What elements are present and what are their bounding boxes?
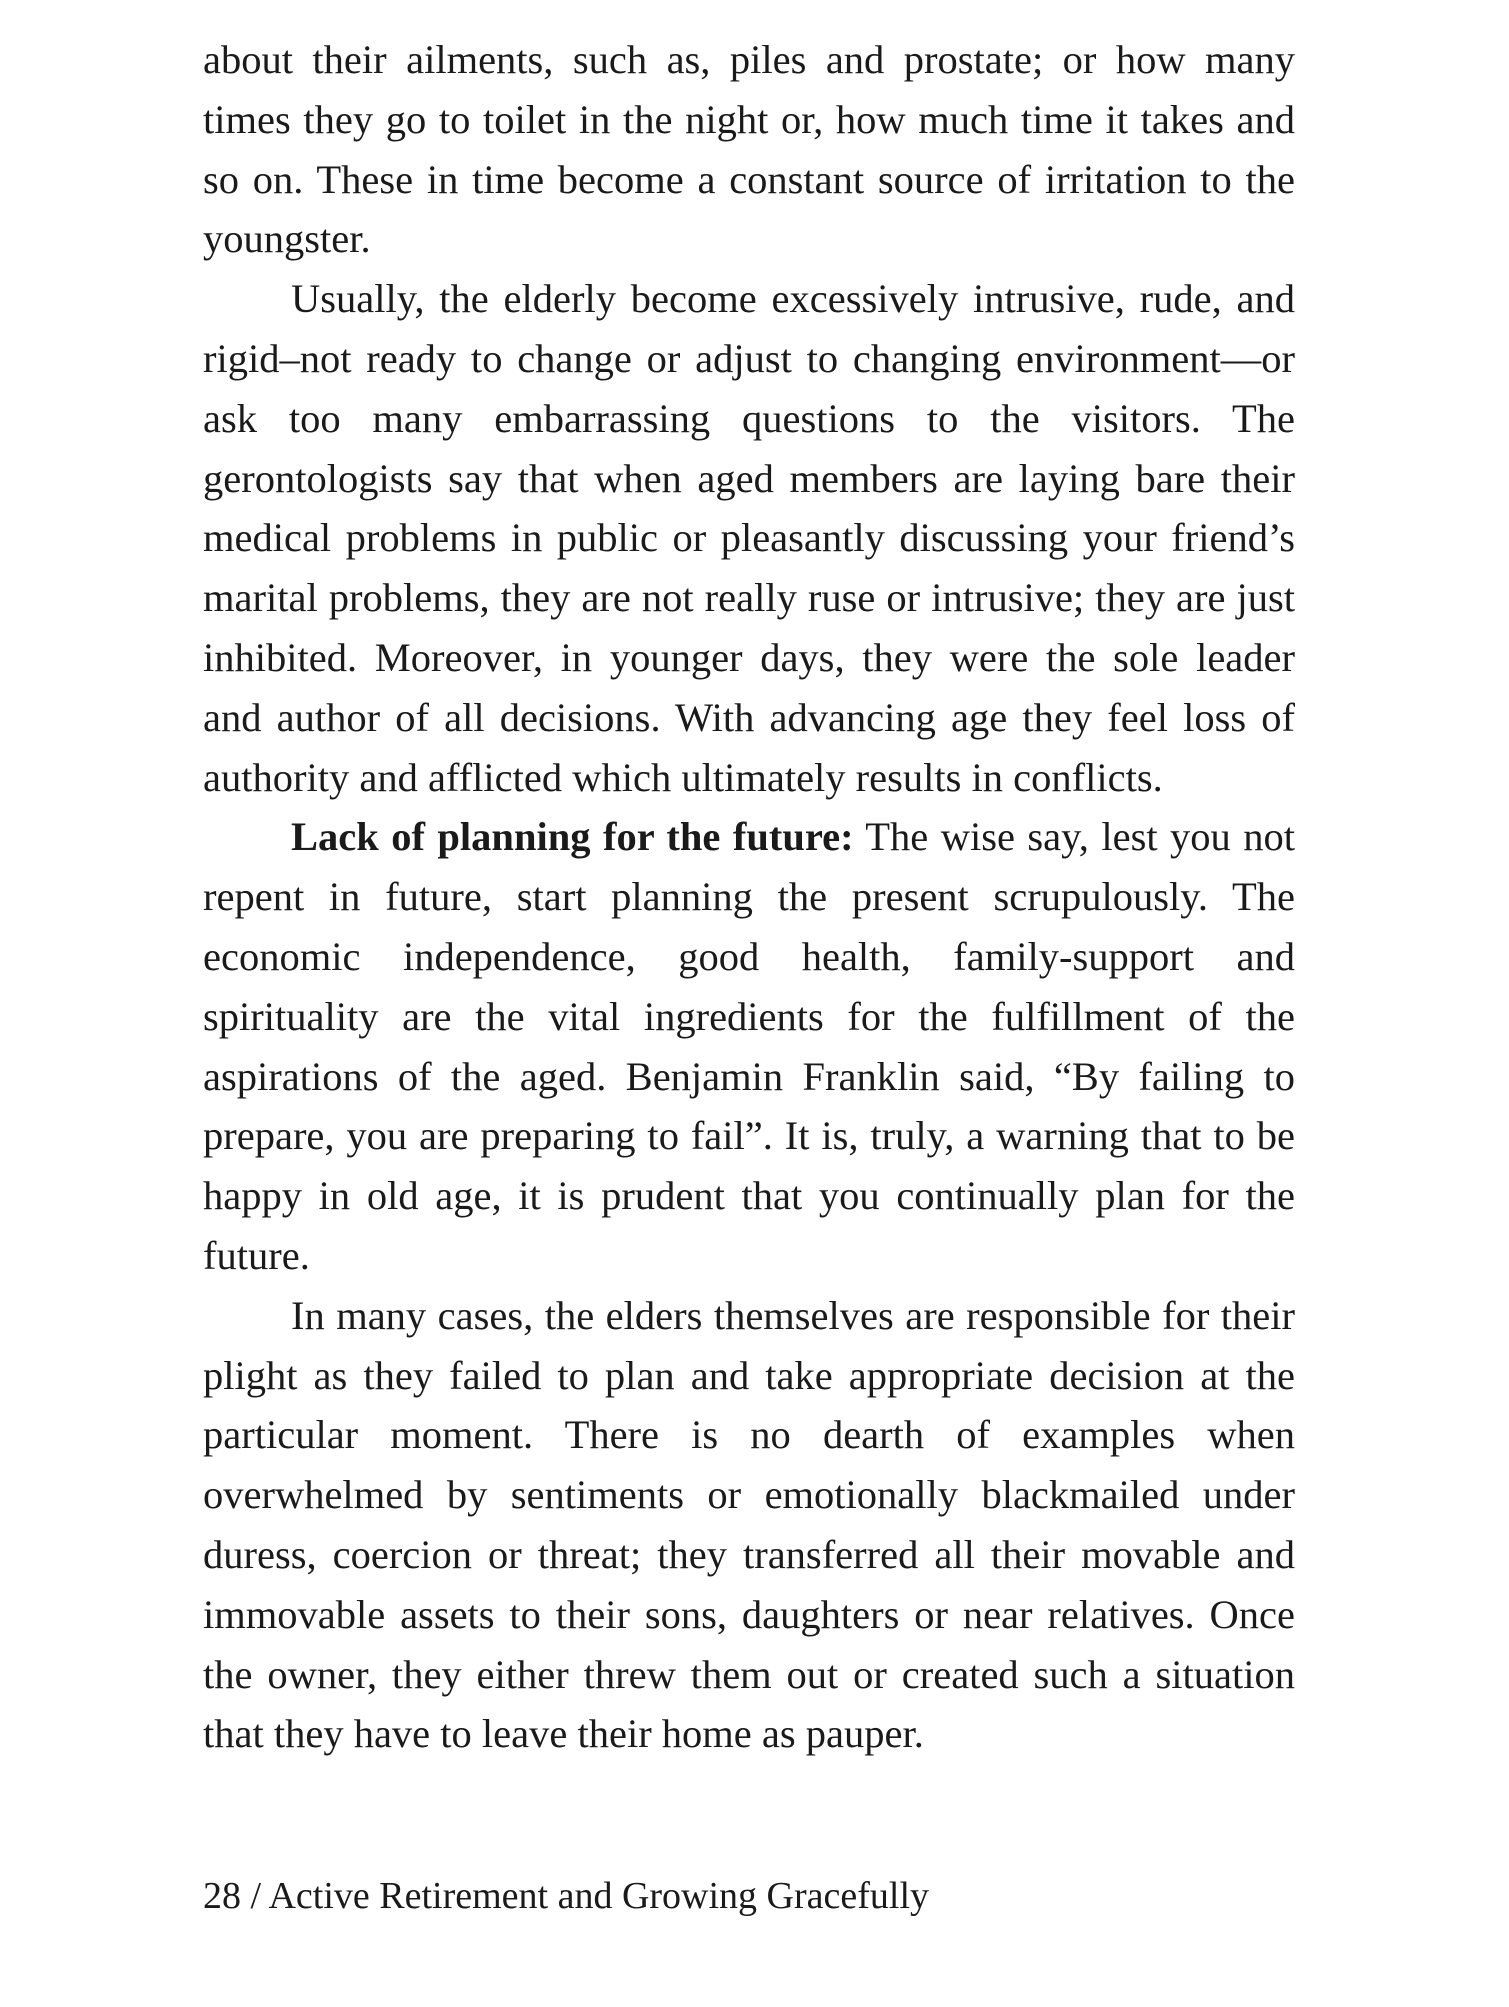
- page-number: 28: [203, 1875, 241, 1917]
- footer-separator: /: [241, 1875, 269, 1917]
- running-book-title: Active Retirement and Growing Gracefully: [268, 1875, 930, 1917]
- paragraph-text: In many cases, the elders themselves are responsible for their plight as they failed to plan and take appropriate decision at the particular moment. There is no dearth of examples when overwhelmed by sentiments or emotionally blackmailed under duress, coercion or threat; they transferred all their movable and immovable assets to their sons, daughters or near relatives. Once the owner, they either threw them out or created such a situation that they have to leave their home as pauper.: [203, 1292, 1295, 1757]
- paragraph-elderly-behaviour: [203, 269, 1295, 807]
- paragraph-text: about their ailments, such as, piles and prostate; or how many times they go to toilet in the night or, how much time it takes and so on. These in time become a constant source of irritation to the youngster.: [203, 37, 1295, 262]
- paragraph-elders-responsible: [203, 1286, 1295, 1764]
- paragraph-continuation: [203, 30, 1295, 269]
- body-text: [203, 30, 1295, 1764]
- paragraph-lack-of-planning: [203, 807, 1295, 1285]
- page-footer: [203, 1872, 929, 1920]
- paragraph-text: Usually, the elderly become excessively intrusive, rude, and rigid–not ready to change or adjust to changing environment—or ask too many embarrassing questions to the visitors. The gerontologists say that when aged members are laying bare their medical problems in public or pleasantly discussing your friend’s marital problems, they are not really ruse or intrusive; they are just inhibited. Moreover, in younger days, they were the sole leader and author of all decisions. With advancing age they feel loss of authority and afflicted which ultimately results in conflicts.: [203, 276, 1295, 800]
- paragraph-text: The wise say, lest you not repent in future, start planning the present scrupulously. The economic independence, good health, family-support and spirituality are the vital ingredients for the fulfillment of the aspirations of the aged. Benjamin Franklin said, “By failing to prepare, you are preparing to fail”. It is, truly, a warning that to be happy in old age, it is prudent that you continually plan for the future.: [203, 814, 1295, 1278]
- paragraph-lead-heading: Lack of planning for the future:: [291, 814, 854, 860]
